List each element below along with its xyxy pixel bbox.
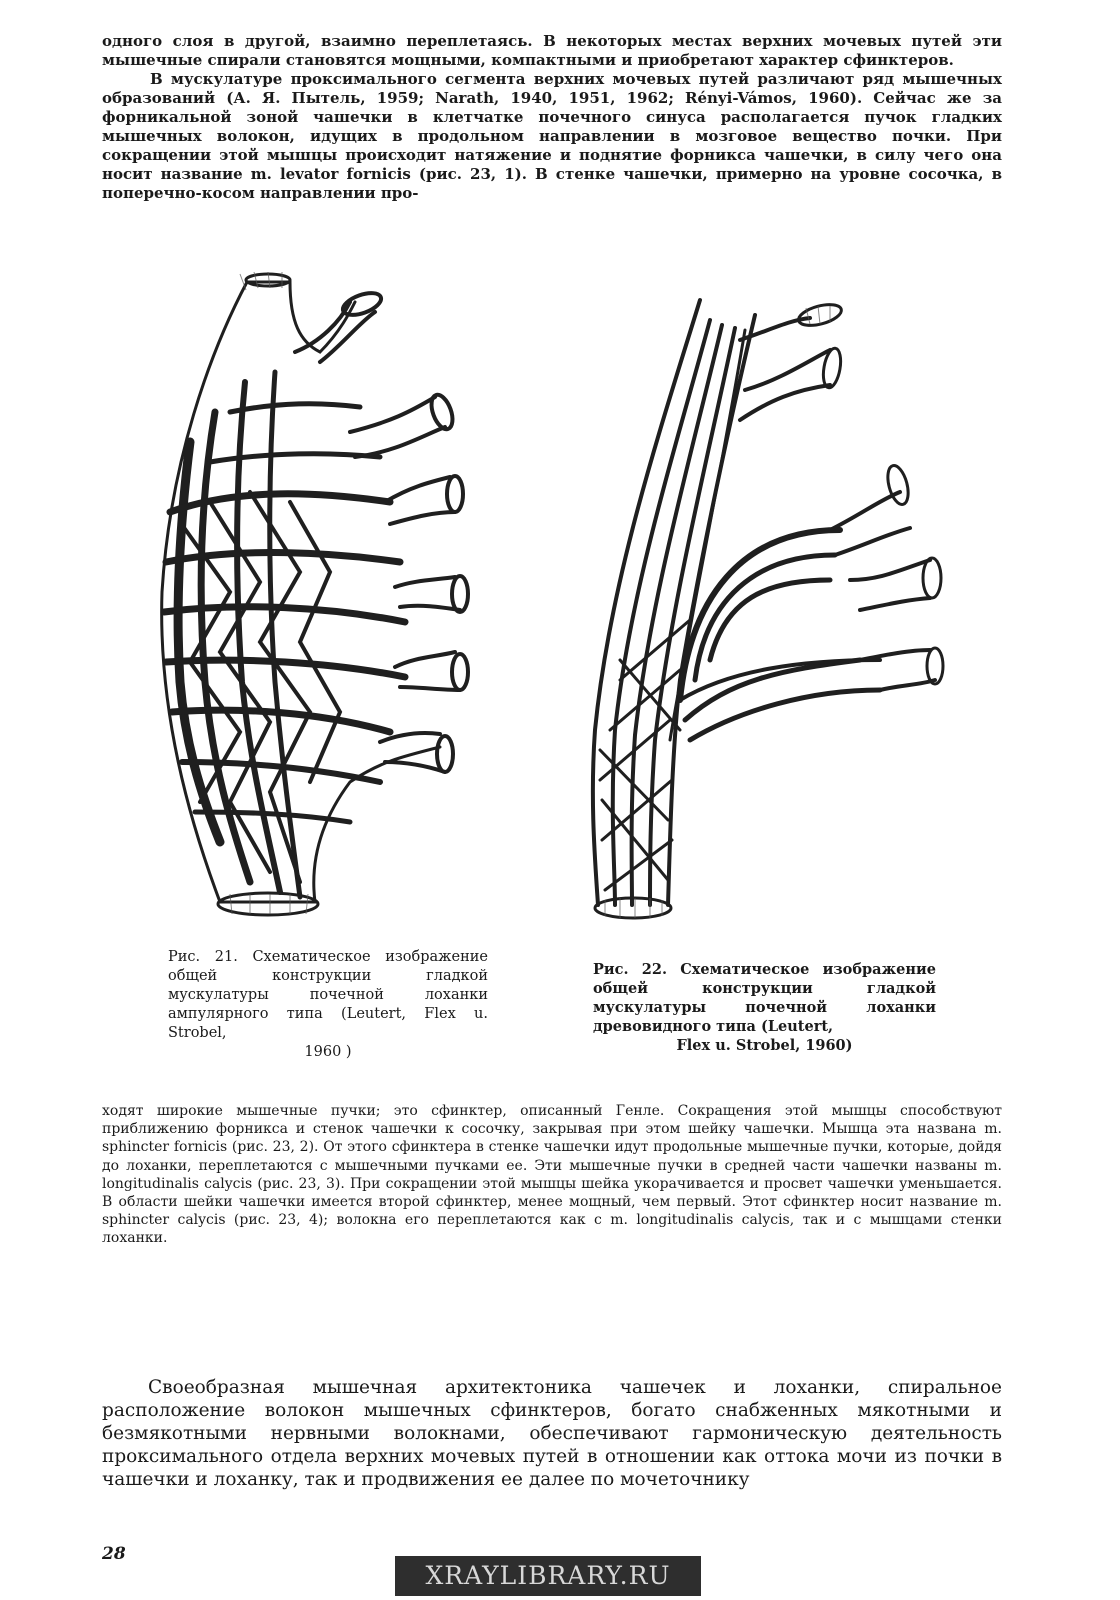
middle-text-block [102, 1102, 1002, 1248]
figure-21-ampullary-pelvis [150, 262, 510, 942]
figure-22-caption [593, 960, 936, 1055]
paragraph-continuation: одного слоя в другой, взаимно переплетаясь. В некоторых местах верхних мочевых путей эти мышечные спирали становятся мощными, компактными и приобретают характер сфинктеров. [102, 32, 1002, 69]
top-text-block [102, 32, 1002, 203]
paragraph-sphincters: ходят широкие мышечные пучки; это сфинктер, описанный Генле. Сокращения этой мышцы способствуют приближению форникса и стенок чашечки к сосочку, закрывая при этом шейку чашечки. Мышца эта названа m. sphincter fornicis (рис. 23, 2). От этого сфинктера в стенке чашечки идут продольные мышечные пучки, которые, дойдя до лоханки, переплетаются с мышечными пучками ее. Эти мышечные пучки в средней части чашечки названы m. longitudinalis calycis (рис. 23, 3). При сокращении этой мышцы шейка укорачивается и просвет чашечки уменьшается. В области шейки чашечки имеется второй сфинктер, менее мощный, чем первый. Этот сфинктер носит название m. sphincter calycis (рис. 23, 4); волокна его переплетаются как с m. longitudinalis calycis, так и с мышцами стенки лоханки. [102, 1103, 1002, 1247]
page-number: 28 [102, 1544, 126, 1564]
paragraph-muscle-formations: В мускулатуре проксимального сегмента верхних мочевых путей различают ряд мышечных образований (А. Я. Пытель, 1959; Narath, 1940, 1951, 1962; Rényi-Vámos, 1960). Сейчас же за форникальной зоной чашечки в клетчатке почечного синуса располагается пучок гладких мышечных волокон, идущих в продольном направлении в мозговое вещество почки. При сокращении этой мышцы происходит натяжение и поднятие форникса чашечки, в силу чего она носит название m. levator fornicis (рис. 23, 1). В стенке чашечки, примерно на уровне сосочка, в поперечно-косом направлении про- [102, 70, 1002, 202]
figure-21-caption-main: Рис. 21. Схематическое изображение общей конструкции гладкой мускулатуры почечной лоханки ампулярного типа (Leutert, Flex u. Strobel, [168, 949, 488, 1041]
figure-21-drawing [150, 262, 510, 942]
figure-22-caption-tail: Flex u. Strobel, 1960) [676, 1037, 853, 1054]
figure-22-dendritic-pelvis [580, 280, 960, 940]
figure-21-caption [168, 948, 488, 1062]
bottom-text-block [102, 1376, 1002, 1491]
paragraph-architectonics: Своеобразная мышечная архитектоника чашечек и лоханки, спиральное расположение волокон мышечных сфинктеров, богато снабженных мякотными и безмякотными нервными волокнами, обеспечивают гармоническую деятельность проксимального отдела верхних мочевых путей в отношении как оттока мочи из почки в чашечки и лоханку, так и продвижения ее далее по мочеточнику [102, 1377, 1002, 1490]
figure-22-drawing [580, 280, 960, 940]
figure-22-caption-main: Рис. 22. Схематическое изображение общей конструкции гладкой мускулатуры почечной лоханки древовидного типа (Leutert, [593, 961, 936, 1035]
figure-21-caption-tail: 1960 ) [304, 1044, 352, 1060]
watermark-banner: XRAYLIBRARY.RU [395, 1556, 701, 1596]
